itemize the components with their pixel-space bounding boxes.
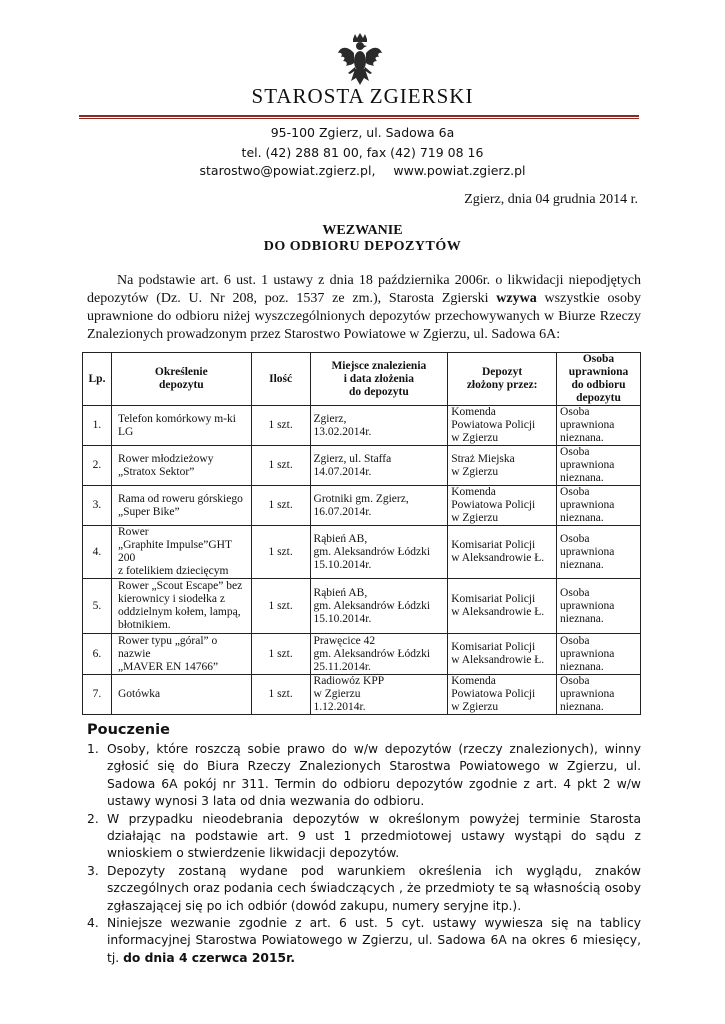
cell-qty: 1 szt. [251,486,310,526]
table-header-row [83,353,641,406]
cell-place: Prawęcice 42 gm. Aleksandrów Łódzki 25.11.2014r. [310,634,448,675]
table-row [83,446,641,486]
intro-emphasis: wzywa [496,291,537,306]
cell-authorized: Osoba uprawniona nieznana. [557,526,641,579]
cell-item: Gotówka [111,675,251,715]
cell-item: Rama od roweru górskiego „Super Bike” [111,486,251,526]
cell-qty: 1 szt. [251,446,310,486]
cell-lp: 4. [83,526,112,579]
cell-place: Rąbień AB, gm. Aleksandrów Łódzki 15.10.2014r. [310,579,448,634]
cell-depositor: Komisariat Policji w Aleksandrowie Ł. [448,634,557,675]
cell-qty: 1 szt. [251,579,310,634]
table-row [83,486,641,526]
table-row [83,526,641,579]
col-header-depositor: Depozyt złożony przez: [448,353,557,406]
instruction-item: 2. W przypadku nieodebrania depozytów w określonym powyżej terminie Starosta działając na podstawie art. 9 ust 1 przedmiotowej ustawy wystąpi do sądu z wnioskiem o stwierdzenie likwidacji depozytów. [87,811,641,861]
cell-lp: 6. [83,634,112,675]
cell-lp: 7. [83,675,112,715]
address-line: 95-100 Zgierz, ul. Sadowa 6a [270,125,455,140]
cell-depositor: Komisariat Policji w Aleksandrowie Ł. [448,526,557,579]
cell-authorized: Osoba uprawniona nieznana. [557,486,641,526]
cell-authorized: Osoba uprawniona nieznana. [557,446,641,486]
cell-depositor: Komenda Powiatowa Policji w Zgierzu [448,406,557,446]
instructions-list [87,741,641,967]
col-header-qty: Ilość [251,353,310,406]
cell-item: Rower typu „góral” o nazwie „MAVER EN 14766” [111,634,251,675]
cell-qty: 1 szt. [251,526,310,579]
cell-qty: 1 szt. [251,406,310,446]
cell-item: Rower „Graphite Impulse”GHT 200 z fotelikiem dziecięcym [111,526,251,579]
deadline-emphasis: do dnia 4 czerwca 2015r. [123,950,296,965]
cell-lp: 3. [83,486,112,526]
phone-line: tel. (42) 288 81 00, fax (42) 719 08 16 [241,145,484,160]
col-header-place: Miejsce znalezienia i data złożenia do depozytu [310,353,448,406]
header-rule-bottom [79,118,639,119]
intro-paragraph: Na podstawie art. 6 ust. 1 ustawy z dnia 18 października 2006r. o likwidacji niepodjętych depozytów (Dz. U. Nr 208, poz. 1537 ze zm.), Starosta Zgierski wzywa wszystkie osoby uprawnione do odbioru niżej wyszczególnionych depozytów przechowywanych w Biurze Rzeczy Znalezionych prowadzonym przez Starostwo Powiatowe w Zgierzu, ul. Sadowa 6A: [87,273,642,342]
header-rule-top [79,115,639,117]
cell-place: Rąbień AB, gm. Aleksandrów Łódzki 15.10.2014r. [310,526,448,579]
cell-authorized: Osoba uprawniona nieznana. [557,406,641,446]
table-row [83,634,641,675]
deposits-table [82,352,641,715]
email-link[interactable]: starostwo@powiat.zgierz.pl, [199,163,376,178]
cell-depositor: Komenda Powiatowa Policji w Zgierzu [448,675,557,715]
cell-lp: 1. [83,406,112,446]
cell-authorized: Osoba uprawniona nieznana. [557,579,641,634]
instruction-item: 3. Depozyty zostaną wydane pod warunkiem określenia ich wyglądu, znaków szczególnych oraz podania cech świadczących , że przedmioty te są własnością osoby zgłaszającej się po ich odbiór (dowód zakupu, numery seryjne itp.). [87,863,641,913]
cell-qty: 1 szt. [251,634,310,675]
table-row [83,675,641,715]
website-link[interactable]: www.powiat.zgierz.pl [393,163,526,178]
table-row [83,579,641,634]
cell-lp: 5. [83,579,112,634]
cell-place: Radiowóz KPP w Zgierzu 1.12.2014r. [310,675,448,715]
web-contact-line [0,163,725,178]
cell-item: Rower młodzieżowy „Stratox Sektor” [111,446,251,486]
office-title: STAROSTA ZGIERSKI [251,84,474,108]
cell-depositor: Komisariat Policji w Aleksandrowie Ł. [448,579,557,634]
cell-lp: 2. [83,446,112,486]
date-line: Zgierz, dnia 04 grudnia 2014 r. [464,192,638,207]
cell-place: Grotniki gm. Zgierz, 16.07.2014r. [310,486,448,526]
document-subheading: DO ODBIORU DEPOZYTÓW [263,239,462,254]
cell-item: Telefon komórkowy m-ki LG [111,406,251,446]
table-row [83,406,641,446]
cell-authorized: Osoba uprawniona nieznana. [557,634,641,675]
col-header-item: Określenie depozytu [111,353,251,406]
cell-depositor: Komenda Powiatowa Policji w Zgierzu [448,486,557,526]
document-heading: WEZWANIE [322,223,403,238]
col-header-authorized: Osoba uprawniona do odbioru depozytu [557,353,641,406]
cell-place: Zgierz, 13.02.2014r. [310,406,448,446]
instruction-item: 4. Niniejsze wezwanie zgodnie z art. 6 ust. 5 cyt. ustawy wywiesza się na tablicy informacyjnej Starostwa Powiatowego w Zgierzu, ul. Sadowa 6A na okres 6 miesięcy, tj. do dnia 4 czerwca 2015r. [87,916,641,965]
cell-depositor: Straż Miejska w Zgierzu [448,446,557,486]
cell-authorized: Osoba uprawniona nieznana. [557,675,641,715]
cell-qty: 1 szt. [251,675,310,715]
cell-place: Zgierz, ul. Staffa 14.07.2014r. [310,446,448,486]
cell-item: Rower „Scout Escape” bez kierownicy i siodełka z oddzielnym kołem, lampą, błotnikiem. [111,579,251,634]
eagle-crest-icon [337,33,383,89]
instructions-title: Pouczenie [87,722,170,738]
col-header-lp: Lp. [83,353,112,406]
instruction-item: 1. Osoby, które roszczą sobie prawo do w/w depozytów (rzeczy znalezionych), winny zgłosić się do Biura Rzeczy Znalezionych Starostwa Powiatowego w Zgierzu, ul. Sadowa 6A pokój nr 311. Termin do odbioru depozytów zgodnie z art. 4 pkt 2 w/w ustawy wynosi 3 lata od dnia wezwania do odbioru. [87,742,641,809]
